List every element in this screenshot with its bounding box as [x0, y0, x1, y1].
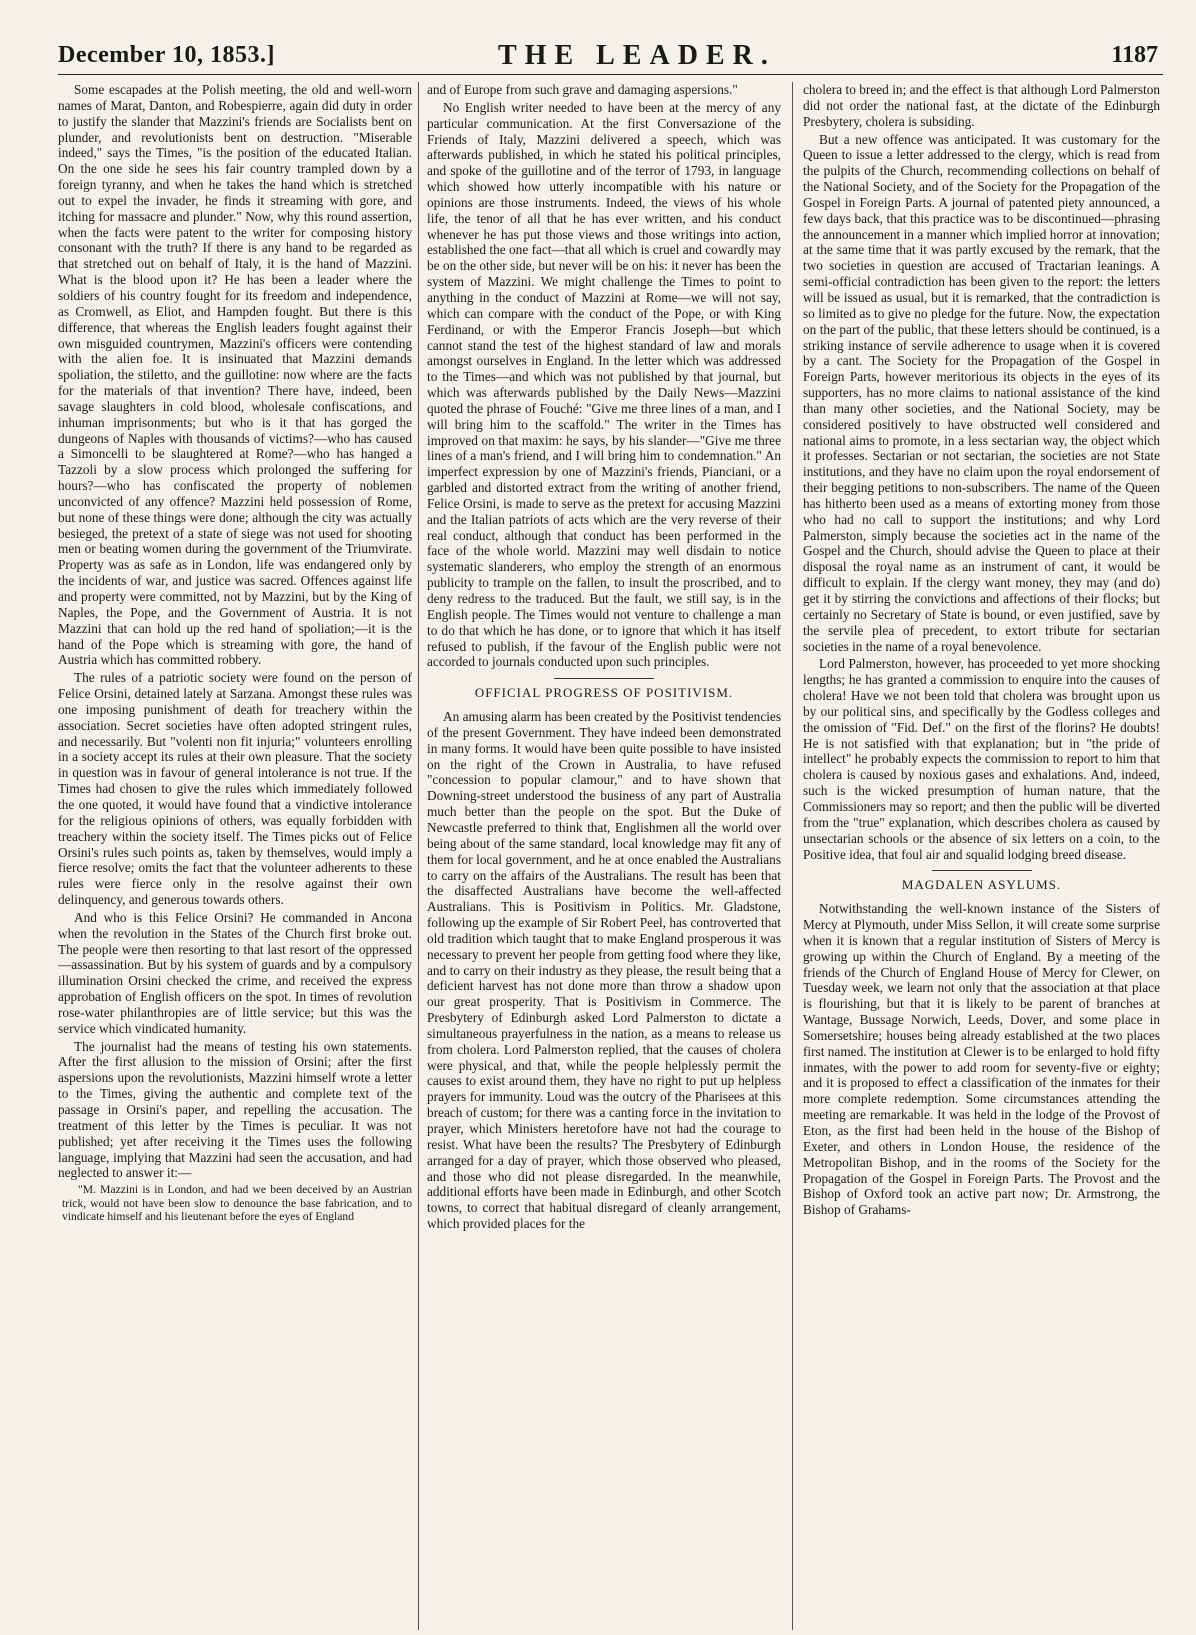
paragraph: An amusing alarm has been created by the Positivist tendencies of the present Government. They have indeed been demonstrated in many forms. It would have been quite possible to have insisted on the right of the Crown in Australia, to have refused "concession to popular clamour," and to have shown that Downing-street understood the business of any part of Australia much better than the people on the spot. But the Duke of Newcastle preferred to think that, Englishmen all the world over being about of the same standard, local knowledge may fit any of them for local government, and he at once enabled the Australians to carry on the affairs of the Australians. The result has been that the disaffected Australians have become the well-affected Australians. This is Positivism in Politics. Mr. Gladstone, following up the example of Sir Robert Peel, has controverted that old tradition which taught that to make England prosperous it was necessary to prevent her people from getting food where they like, and to carry on their industry as they please, the result being that a deficient harvest has not done more than throw a shadow upon our great prosperity. That is Positivism in Commerce. The Presbytery of Edinburgh asked Lord Palmerston to dictate a simultaneous prayerfulness in the nation, as a means to release us from cholera. Lord Palmerston replied, that the causes of cholera were physical, and that, while the people helplessly permit the causes to exist around them, they have no right to put up helpless prayers for immunity. Loud was the outcry of the Pharisees at this breach of custom; for there was a canting force in the invitation to prayer, which Ministers heretofore have not had the courage to resist. What have been the results? The Presbytery of Edinburgh arranged for a day of prayer, which those observed who pleased, and those who did not please disregarded. In the meanwhile, additional efforts have been made in Edinburgh, and other Scotch towns, to correct that habitual disregard of cleanly arrangement, which provided places for the	[427, 709, 781, 1232]
paragraph: cholera to breed in; and the effect is that although Lord Palmerston did not order the national fast, at the dictate of the Edinburgh Presbytery, cholera is subsiding.	[803, 82, 1160, 129]
column-3	[803, 82, 1160, 1630]
paragraph: Notwithstanding the well-known instance of the Sisters of Mercy at Plymouth, under Miss Sellon, it will create some surprise when it is known that a regular institution of Sisters of Mercy is growing up within the Church of England. By a meeting of the friends of the Church of England House of Mercy for Clewer, on Tuesday week, we learn not only that the association at that place is flourishing, but that it is likely to be parent of branches at Wantage, Bussage Norwich, Leeds, Dover, and some place in Somersetshire; houses being already established at the two places first named. The institution at Clewer is to be enlarged to hold fifty inmates, with the power to add room for seventy-five or eighty; and it is proposed to effect a classification of the inmates for their more complete redemption. Some circumstances attending the meeting are remarkable. It was held in the lodge of the Provost of Eton, as the first had been held in the house of the Bishop of Exeter, and others in London House, the residence of the Metropolitan Bishop, and in the rooms of the Society for the Propagation of the Gospel in Foreign Parts. The Provost and the Bishop of Oxford took an active part now; Dr. Armstrong, the Bishop of Grahams-	[803, 901, 1160, 1218]
issue-date: December 10, 1853.]	[58, 42, 275, 68]
section-divider	[554, 678, 654, 679]
paragraph: And who is this Felice Orsini? He commanded in Ancona when the revolution in the States of the Church first broke out. The people were then resorting to that last resort of the oppressed—assassination. But by his system of guards and by a compulsory illumination Orsini checked the crime, and received the express approbation of English officers on the spot. In times of revolution rose-water philanthropies are of little service; but this was the service which vindicated humanity.	[58, 909, 412, 1036]
newspaper-title: THE LEADER.	[498, 40, 776, 71]
column-divider	[418, 82, 419, 1630]
quoted-passage: "M. Mazzini is in London, and had we been deceived by an Austrian trick, would not have been slow to denounce the base fabrication, and to vindicate himself and his lieutenant before the eyes of England	[62, 1183, 412, 1224]
masthead-rule	[58, 74, 1163, 75]
section-heading: MAGDALEN ASYLUMS.	[901, 877, 1062, 893]
section-heading: OFFICIAL PROGRESS OF POSITIVISM.	[474, 685, 734, 701]
paragraph: Lord Palmerston, however, has proceeded to yet more shocking lengths; he has granted a commission to enquire into the causes of cholera! Have we not been told that cholera was brought upon us by our political sins, and specifically by the Godless colleges and the omission of "Fid. Def." on the first of the florins? He doubts! He is not satisfied with that explanation; but in "the pride of intellect" he probably expects the commission to report to him that cholera is caused by noxious gases and exhalations. And, indeed, such is the wicked presumption of human nature, that the Commissioners may so report; and then the public will be diverted from the "true" explanation, which describes cholera as caused by unsectarian schools or the absence of six letters on a coin, to the Positive idea, that foul air and squalid lodging breed disease.	[803, 656, 1160, 862]
section-divider	[932, 870, 1032, 871]
paragraph: and of Europe from such grave and damaging aspersions."	[427, 82, 738, 97]
paragraph: No English writer needed to have been at the mercy of any particular communication. At the first Conversazione of the Friends of Italy, Mazzini delivered a speech, which was afterwards published, in which he stated his political principles, and spoke of the guillotine and of the terror of 1793, in language which showed how utterly incompatible with his nature or opinions are those instruments. Indeed, the views of his whole life, the tenor of all that he has ever written, and his conduct whenever he has put those views and those writings into action, established the one fact—that all which is cruel and cowardly may be on the other side, but never will be on his: it never has been the system of Mazzini. We might challenge the Times to point to anything in the conduct of Mazzini at Rome—we will not say, which can compare with the conduct of the Pope, or with King Ferdinand, or with the Emperor Francis Joseph—but which cannot stand the test of the highest standard of law and morals amongst ourselves in England. In the letter which was addressed to the Times—and which was not published by that journal, but which was afterwards published by the Daily News—Mazzini quoted the phrase of Fouché: "Give me three lines of a man, and I will bring him to the scaffold." The writer in the Times has improved on that maxim: he says, by his slander—"Give me three lines of a man's friend, and I will bring him to condemnation." An imperfect expression by one of Mazzini's friends, Pianciani, or a garbled and distorted extract from the writing of another friend, Felice Orsini, is made to serve as the pretext for accusing Mazzini and the Italian patriots of acts which are the very reverse of their real conduct, although that conduct has been performed in the face of the whole world. Mazzini may well disdain to notice systematic slanderers, who employ the strength of an enormous publicity to trample on the fallen, to insult the proscribed, and to deny redress to the traduced. But the fault, we still say, is in the English people. The Times would not venture to challenge a man to do that which he has done, or to ignore that which it has itself refused to publish, if the favour of the English public were not accorded to journals conducted upon such principles.	[427, 99, 781, 670]
column-1	[58, 82, 412, 1630]
paragraph: The journalist had the means of testing his own statements. After the first allusion to the mission of Orsini; after the first aspersions upon the revolutionists, Mazzini himself wrote a letter to the Times, giving the authentic and complete text of the passage in Orsini's paper, and repelling the accusation. The treatment of this letter by the Times is peculiar. It was not published; yet after receiving it the Times uses the following language, implying that Mazzini had seen the accusation, and had neglected to answer it:—	[58, 1038, 412, 1181]
paragraph: Some escapades at the Polish meeting, the old and well-worn names of Marat, Danton, and Robespierre, again did duty in order to justify the slander that Mazzini's friends are Socialists bent on plunder, and revolutionists bent on destruction. "Miserable indeed," says the Times, "is the position of the educated Italian. On the one side he sees his fair country trampled down by a foreign tyranny, and when he takes the hand which is stretched out to expel the invader, he finds it streaming with gore, and itching for massacre and plunder." Now, why this round assertion, when the facts were patent to the writer for composing history consonant with the truth? If there is any hand to be regarded as that stretched out on behalf of Italy, it is the hand of Mazzini. What is the blood upon it? He has been a leader where the soldiers of his country fought for its freedom and independence, as Cromwell, as Eliot, and Hampden fought. But there is this difference, that whereas the English leaders fought against their own misguided countrymen, Mazzini's officers were contending with the alien foe. It is insinuated that Mazzini demands spoliation, the stiletto, and the guillotine: now where are the facts for the materials of that invention? There have, indeed, been savage slaughters in cold blood, wholesale confiscations, and inhuman imprisonments; but who is it that has gorged the dungeons of Naples with thousands of victims?—who has caused a Simoncelli to be slaughtered at Rome?—who has hanged a Tazzoli by a slow process which prolonged the suffering for hours?—who has confiscated the property of noblemen unconvicted of any offence? Mazzini held possession of Rome, but none of these things were done; although the city was actually besieged, the pretext of a state of siege was not used for shooting men or beating women during the government of the Triumvirate. Property was as safe as in London, life was endangered only by the incidents of war, and justice was sacred. Offences against life and property were committed, not by Mazzini, but by the King of Naples, the Pope, and the Government of Austria. It is not Mazzini that can hold up the red hand of spoliation;—it is the hand of the Pope which is streaming with gore, the hand of Austria which has committed robbery.	[58, 82, 412, 668]
paragraph: The rules of a patriotic society were found on the person of Felice Orsini, detained lately at Sarzana. Amongst these rules was one imposing punishment of death for treachery within the association. Secret societies have often adopted stringent rules, and necessarily. But "volenti non fit injuria;" volunteers enrolling in a society accept its rules at their own pleasure. That the society in question was in favour of general intolerance is not true. If the Times had chosen to give the rules which immediately followed the one quoted, it would have found that a vindictive intolerance for the religious opinions of others, was equally forbidden with treachery within the society itself. The Times picks out of Felice Orsini's rules such points as, taken by themselves, would imply a fierce resolve; omits the fact that the volunteer adherents to these rules were fierce only in the resolve against their own delinquency, and generous towards others.	[58, 670, 412, 908]
column-divider	[792, 82, 793, 1630]
column-2	[427, 82, 781, 1630]
masthead	[58, 40, 1158, 72]
paragraph: But a new offence was anticipated. It was customary for the Queen to issue a letter addressed to the clergy, which is read from the pulpits of the Church, recommending collections on behalf of the National Society, and of the Society for the Propagation of the Gospel in Foreign Parts. A journal of patented piety announced, a few days back, that this practice was to be discontinued—phrasing the announcement in a manner which implied horror at innovation; at the same time that it was partly excused by the remark, that the two societies in question are accused of Tractarian leanings. A semi-official contradiction has been given to the report: the letters will be issued as usual, but it is remarked, that the contradiction is so limited as to give no pledge for the future. Now, the expectation on the part of the public, that these letters should be continued, is a striking instance of servile adherence to usage when it is covered by a cant. The Society for the Propagation of the Gospel in Foreign Parts, however meritorious its objects in the eyes of its supporters, has no more claims to national assistance of the kind than many other societies, and the National Society, may be considered positively to have obstructed well considered and national aims to promote, in a less sectarian way, the object which it professes. Sectarian or not sectarian, the societies are not State institutions, and they have no claim upon the royal endorsement of their begging petitions to non-subscribers. The name of the Queen has hitherto been used as a means of extorting money from those who had no call to support the institutions; and why Lord Palmerston, simply because the societies act in the name of the Gospel and the Church, should advise the Queen to place at their disposal the royal name as an instrument of cant, it would be difficult to explain. If the clergy want money, they may (and do) get it by stirring the convictions and affections of their flocks; but certainly no Secretary of State is bound, or even justified, save by the servile plea of precedent, to extort tribute for sectarian societies in the name of a royal benevolence.	[803, 131, 1160, 654]
page-number: 1187	[1111, 42, 1158, 68]
